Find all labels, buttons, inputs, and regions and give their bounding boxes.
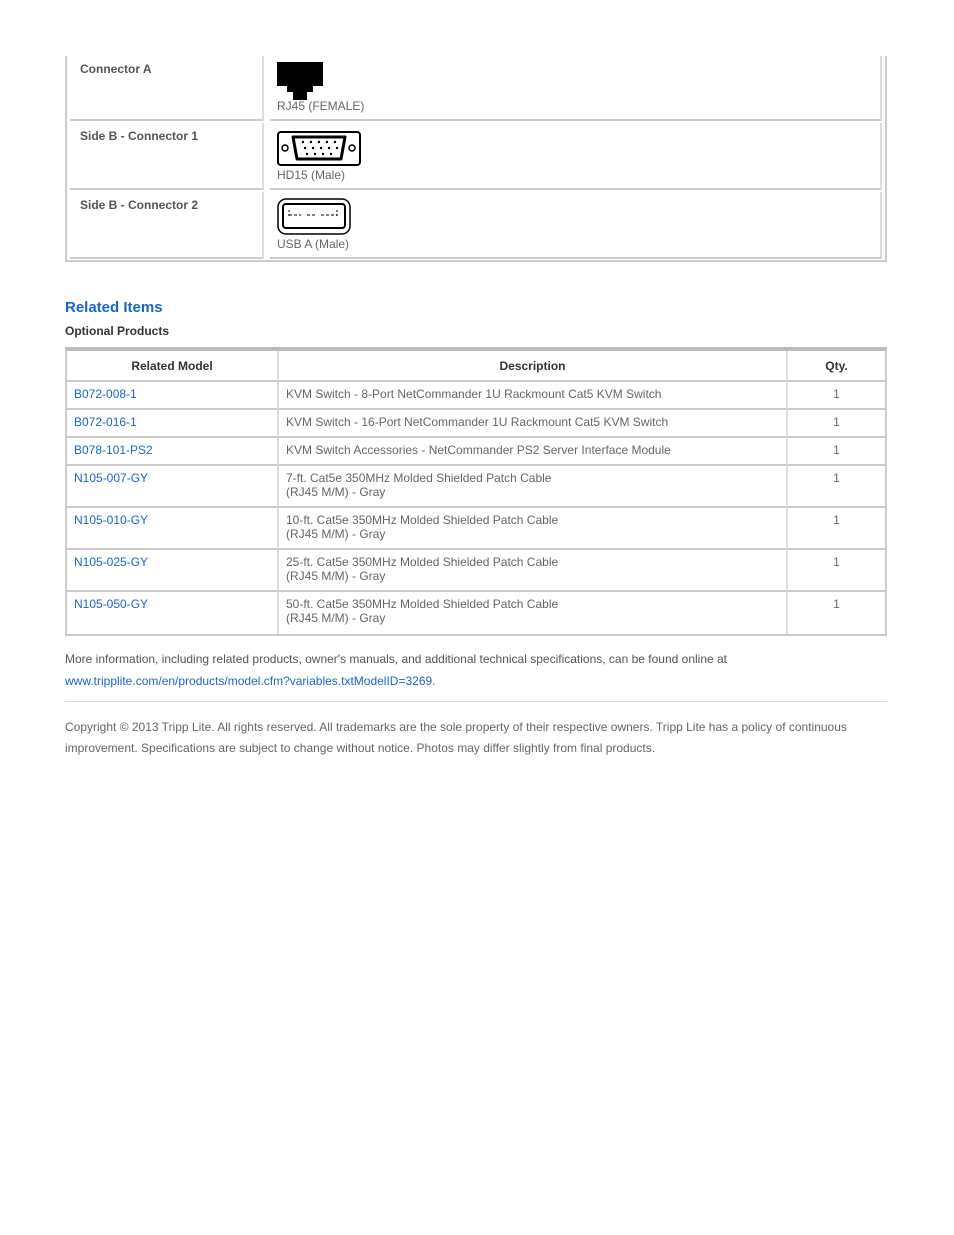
related-products-table — [65, 347, 887, 636]
connector-row — [70, 192, 882, 259]
optional-products-subheading: Optional Products — [65, 324, 170, 338]
description-cell — [279, 592, 788, 634]
qty-cell: 1 — [788, 438, 885, 466]
qty-cell: 1 — [788, 466, 885, 508]
connector-cell — [270, 192, 882, 259]
hd15-male-icon — [277, 131, 361, 167]
qty-cell: 1 — [788, 410, 885, 438]
connector-caption: RJ45 (FEMALE) — [277, 99, 365, 113]
description-cell — [279, 410, 788, 438]
product-page-link[interactable]: www.tripplite.com/en/products/model.cfm?variables.txtModelID=3269. — [65, 674, 436, 688]
qty-cell: 1 — [788, 550, 885, 592]
rj45-female-icon — [277, 62, 323, 100]
usb-a-male-icon — [277, 198, 351, 236]
description-line: 25-ft. Cat5e 350MHz Molded Shielded Patch Cable — [286, 555, 559, 569]
model-link[interactable]: B078-101-PS2 — [74, 443, 153, 457]
connector-caption: HD15 (Male) — [277, 168, 346, 182]
table-row — [67, 508, 885, 550]
description-line: KVM Switch - 16-Port NetCommander 1U Rackmount Cat5 KVM Switch — [286, 415, 669, 429]
model-link[interactable]: N105-050-GY — [74, 597, 149, 611]
connector-cell — [270, 56, 882, 121]
description-cell — [279, 508, 788, 550]
description-line: (RJ45 M/M) - Gray — [286, 527, 386, 541]
description-cell — [279, 438, 788, 466]
model-cell — [67, 410, 279, 438]
connector-row — [70, 123, 882, 190]
description-line: KVM Switch - 8-Port NetCommander 1U Rackmount Cat5 KVM Switch — [286, 387, 662, 401]
table-row — [67, 438, 885, 466]
qty-cell: 1 — [788, 382, 885, 410]
connector-label: Connector A — [70, 56, 264, 121]
description-line: 7-ft. Cat5e 350MHz Molded Shielded Patch Cable — [286, 471, 552, 485]
description-line: 10-ft. Cat5e 350MHz Molded Shielded Patch Cable — [286, 513, 559, 527]
connector-row — [70, 56, 882, 121]
model-link[interactable]: N105-007-GY — [74, 471, 149, 485]
column-header-model: Related Model — [67, 351, 279, 382]
divider — [65, 701, 887, 702]
qty-cell: 1 — [788, 508, 885, 550]
model-link[interactable]: N105-025-GY — [74, 555, 149, 569]
column-header-description: Description — [279, 351, 788, 382]
model-cell — [67, 438, 279, 466]
description-line: (RJ45 M/M) - Gray — [286, 485, 386, 499]
related-items-heading: Related Items — [65, 299, 163, 316]
qty-cell: 1 — [833, 597, 840, 611]
description-line: (RJ45 M/M) - Gray — [286, 611, 386, 625]
more-info-text — [65, 648, 885, 692]
column-header-qty: Qty. — [788, 351, 885, 382]
model-link[interactable]: N105-010-GY — [74, 513, 149, 527]
model-link[interactable]: B072-016-1 — [74, 415, 137, 429]
description-line: 50-ft. Cat5e 350MHz Molded Shielded Patch Cable — [286, 597, 559, 611]
model-cell — [67, 550, 279, 592]
connector-caption: USB A (Male) — [277, 237, 350, 251]
table-row — [67, 382, 885, 410]
connector-cell — [270, 123, 882, 190]
description-line: KVM Switch Accessories - NetCommander PS2 Server Interface Module — [286, 443, 671, 457]
more-info-sentence: More information, including related products, owner's manuals, and additional technical specifications, can be found online at — [65, 652, 728, 666]
model-cell — [67, 466, 279, 508]
model-cell — [67, 592, 279, 634]
connector-table — [65, 56, 887, 262]
description-cell — [279, 550, 788, 592]
copyright-text: Copyright © 2013 Tripp Lite. All rights reserved. All trademarks are the sole property of their respective owners. Tripp Lite has a policy of continuous improvement. Specifications are subject to change without notice. Photos may differ slightly from final products. — [65, 720, 847, 755]
description-cell — [279, 466, 788, 508]
connector-label: Side B - Connector 2 — [70, 192, 264, 259]
model-cell — [67, 382, 279, 410]
table-row — [67, 410, 885, 438]
table-row — [67, 592, 885, 634]
description-line: (RJ45 M/M) - Gray — [286, 569, 386, 583]
model-cell — [67, 508, 279, 550]
connector-label: Side B - Connector 1 — [70, 123, 264, 190]
table-row — [67, 466, 885, 508]
description-cell — [279, 382, 788, 410]
table-row — [67, 550, 885, 592]
model-link[interactable]: B072-008-1 — [74, 387, 137, 401]
